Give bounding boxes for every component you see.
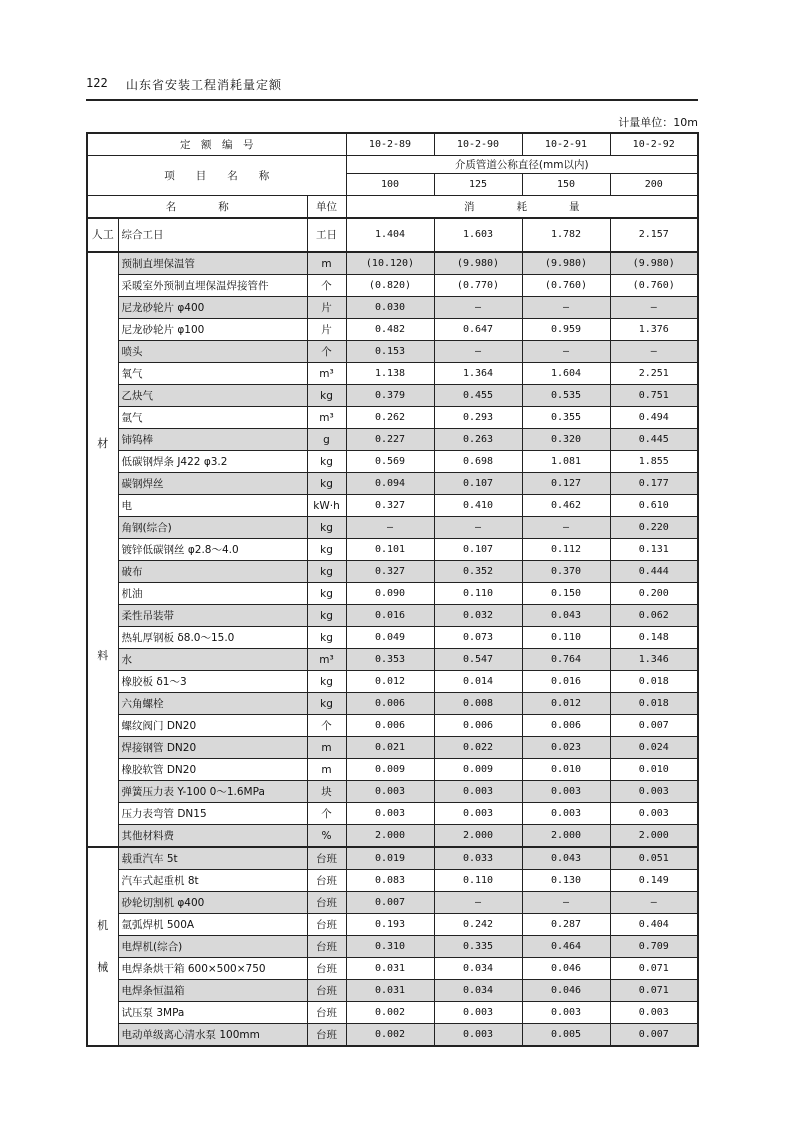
- item-name: 尼龙砂轮片 φ100: [118, 319, 307, 341]
- consumption-value: 0.002: [346, 1024, 434, 1047]
- item-unit: 台班: [307, 1002, 346, 1024]
- consumption-value: (0.820): [346, 275, 434, 297]
- item-unit: kg: [307, 627, 346, 649]
- item-unit: 个: [307, 715, 346, 737]
- consumption-value: 0.034: [434, 980, 522, 1002]
- consumption-value: 0.003: [610, 1002, 698, 1024]
- item-unit: 台班: [307, 892, 346, 914]
- consumption-value: 0.482: [346, 319, 434, 341]
- consumption-value: (0.760): [610, 275, 698, 297]
- item-unit: 工日: [307, 218, 346, 252]
- item-name: 水: [118, 649, 307, 671]
- table-row: [87, 495, 698, 517]
- item-unit: 个: [307, 341, 346, 363]
- unit-note: 计量单位：10m: [618, 116, 698, 129]
- item-name: 喷头: [118, 341, 307, 363]
- diameter-caption-row: [87, 156, 698, 174]
- consumption-value: 0.007: [346, 892, 434, 914]
- item-name: 电焊条恒温箱: [118, 980, 307, 1002]
- consumption-value: 0.003: [434, 781, 522, 803]
- item-unit: kW·h: [307, 495, 346, 517]
- item-unit: kg: [307, 473, 346, 495]
- quota-code: 10-2-89: [346, 133, 434, 156]
- table-row: [87, 980, 698, 1002]
- consumption-value: 1.346: [610, 649, 698, 671]
- consumption-value: 0.019: [346, 847, 434, 870]
- consumption-value: 0.293: [434, 407, 522, 429]
- consumption-value: 0.355: [522, 407, 610, 429]
- consumption-value: (9.980): [434, 252, 522, 275]
- category-char: 人工: [91, 228, 114, 241]
- consumption-value: 2.251: [610, 363, 698, 385]
- table-row: [87, 583, 698, 605]
- item-name: 电动单级离心清水泵 100mm: [118, 1024, 307, 1047]
- item-unit: m³: [307, 649, 346, 671]
- consumption-value: —: [610, 297, 698, 319]
- consumption-value: 0.083: [346, 870, 434, 892]
- consumption-value: 0.010: [522, 759, 610, 781]
- table-row: [87, 914, 698, 936]
- consumption-value: 0.352: [434, 561, 522, 583]
- item-unit: 台班: [307, 870, 346, 892]
- item-name: 角钢(综合): [118, 517, 307, 539]
- item-unit: 台班: [307, 914, 346, 936]
- table-row: [87, 341, 698, 363]
- consumption-value: 1.855: [610, 451, 698, 473]
- item-name: 氩弧焊机 500A: [118, 914, 307, 936]
- table-row: [87, 759, 698, 781]
- consumption-value: 0.101: [346, 539, 434, 561]
- consumption-value: —: [522, 517, 610, 539]
- table-row: [87, 781, 698, 803]
- table-row: [87, 1002, 698, 1024]
- page-header: [86, 70, 696, 100]
- consumption-value: 1.603: [434, 218, 522, 252]
- item-name: 氧气: [118, 363, 307, 385]
- consumption-value: 0.006: [346, 715, 434, 737]
- consumption-value: 0.220: [610, 517, 698, 539]
- consumption-value: 0.709: [610, 936, 698, 958]
- item-name: 镀锌低碳钢丝 φ2.8～4.0: [118, 539, 307, 561]
- table-row: [87, 693, 698, 715]
- item-unit: 台班: [307, 980, 346, 1002]
- item-name: 破布: [118, 561, 307, 583]
- table-row: [87, 429, 698, 451]
- category-char: 料: [97, 648, 109, 662]
- consumption-value: 0.698: [434, 451, 522, 473]
- table-row: [87, 892, 698, 914]
- item-name: 橡胶软管 DN20: [118, 759, 307, 781]
- consumption-value: 0.034: [434, 958, 522, 980]
- item-name: 电焊条烘干箱 600×500×750: [118, 958, 307, 980]
- consumption-value: 0.193: [346, 914, 434, 936]
- table-row: [87, 671, 698, 693]
- item-name: 螺纹阀门 DN20: [118, 715, 307, 737]
- consumption-value: 0.110: [522, 627, 610, 649]
- consumption-value: 0.046: [522, 980, 610, 1002]
- consumption-value: 0.003: [434, 1002, 522, 1024]
- consumption-value: 0.003: [610, 803, 698, 825]
- diameter-value: 100: [346, 174, 434, 196]
- item-unit: kg: [307, 671, 346, 693]
- table-row: [87, 649, 698, 671]
- consumption-value: 0.022: [434, 737, 522, 759]
- item-unit: m³: [307, 363, 346, 385]
- column-header-row: [87, 196, 698, 219]
- item-unit: 台班: [307, 958, 346, 980]
- consumption-value: 0.444: [610, 561, 698, 583]
- consumption-value: 0.003: [346, 803, 434, 825]
- consumption-value: 0.002: [346, 1002, 434, 1024]
- consumption-value: 0.547: [434, 649, 522, 671]
- table-row: [87, 627, 698, 649]
- consumption-value: 0.006: [434, 715, 522, 737]
- item-name: 电焊机(综合): [118, 936, 307, 958]
- consumption-value: 2.157: [610, 218, 698, 252]
- consumption-value: 1.081: [522, 451, 610, 473]
- item-unit: kg: [307, 561, 346, 583]
- item-name: 柔性吊装带: [118, 605, 307, 627]
- consumption-value: 0.320: [522, 429, 610, 451]
- consumption-value: 0.071: [610, 980, 698, 1002]
- consumption-value: —: [522, 341, 610, 363]
- consumption-value: 0.455: [434, 385, 522, 407]
- consumption-value: 0.764: [522, 649, 610, 671]
- consumption-value: 0.003: [434, 803, 522, 825]
- consumption-value: 0.310: [346, 936, 434, 958]
- table-row: [87, 517, 698, 539]
- item-name: 六角螺栓: [118, 693, 307, 715]
- page-number: 122: [86, 76, 108, 90]
- diameter-caption: 介质管道公称直径(mm以内): [346, 156, 698, 174]
- item-name: 热轧厚钢板 δ8.0～15.0: [118, 627, 307, 649]
- consumption-value: 0.010: [610, 759, 698, 781]
- item-unit: kg: [307, 517, 346, 539]
- consumption-value: 0.003: [434, 1024, 522, 1047]
- table-row: [87, 847, 698, 870]
- column-header-unit: 单位: [307, 196, 346, 219]
- consumption-value: 0.024: [610, 737, 698, 759]
- consumption-value: —: [610, 892, 698, 914]
- consumption-value: 0.112: [522, 539, 610, 561]
- consumption-value: 0.370: [522, 561, 610, 583]
- consumption-value: 0.610: [610, 495, 698, 517]
- consumption-value: 0.018: [610, 671, 698, 693]
- consumption-value: 2.000: [610, 825, 698, 848]
- consumption-value: 0.153: [346, 341, 434, 363]
- consumption-value: 0.007: [610, 1024, 698, 1047]
- table-row: [87, 252, 698, 275]
- consumption-value: 0.462: [522, 495, 610, 517]
- table-row: [87, 825, 698, 848]
- item-name: 其他材料费: [118, 825, 307, 848]
- consumption-value: 0.003: [522, 803, 610, 825]
- consumption-value: —: [522, 297, 610, 319]
- table-row: [87, 275, 698, 297]
- table-row: [87, 407, 698, 429]
- diameter-value: 150: [522, 174, 610, 196]
- consumption-value: 0.647: [434, 319, 522, 341]
- consumption-value: 1.138: [346, 363, 434, 385]
- item-unit: 个: [307, 275, 346, 297]
- consumption-value: 0.090: [346, 583, 434, 605]
- consumption-value: 0.535: [522, 385, 610, 407]
- item-unit: m³: [307, 407, 346, 429]
- table-row: [87, 1024, 698, 1047]
- item-unit: kg: [307, 539, 346, 561]
- consumption-value: 0.464: [522, 936, 610, 958]
- consumption-value: (0.770): [434, 275, 522, 297]
- quota-code: 10-2-91: [522, 133, 610, 156]
- consumption-value: —: [434, 297, 522, 319]
- consumption-value: —: [434, 341, 522, 363]
- consumption-value: 0.003: [522, 1002, 610, 1024]
- consumption-value: 0.049: [346, 627, 434, 649]
- consumption-value: 0.005: [522, 1024, 610, 1047]
- consumption-value: 0.031: [346, 980, 434, 1002]
- consumption-value: 1.376: [610, 319, 698, 341]
- item-name: 氩气: [118, 407, 307, 429]
- consumption-value: 0.023: [522, 737, 610, 759]
- consumption-value: 0.569: [346, 451, 434, 473]
- item-name: 低碳钢焊条 J422 φ3.2: [118, 451, 307, 473]
- item-name: 砂轮切割机 φ400: [118, 892, 307, 914]
- quota-code-label: 定 额 编 号: [87, 133, 346, 156]
- consumption-value: 0.327: [346, 561, 434, 583]
- consumption-value: 0.150: [522, 583, 610, 605]
- consumption-value: 0.003: [346, 781, 434, 803]
- item-unit: m: [307, 759, 346, 781]
- consumption-value: 0.012: [346, 671, 434, 693]
- table-row: [87, 715, 698, 737]
- item-unit: kg: [307, 583, 346, 605]
- table-row: [87, 319, 698, 341]
- item-unit: 片: [307, 319, 346, 341]
- consumption-value: 0.404: [610, 914, 698, 936]
- item-name: 汽车式起重机 8t: [118, 870, 307, 892]
- item-unit: 块: [307, 781, 346, 803]
- consumption-value: —: [610, 341, 698, 363]
- consumption-value: 0.030: [346, 297, 434, 319]
- column-header-consumption: 消 耗 量: [346, 196, 698, 219]
- consumption-value: 0.131: [610, 539, 698, 561]
- table-row: [87, 539, 698, 561]
- table-row: [87, 605, 698, 627]
- item-unit: 台班: [307, 1024, 346, 1047]
- consumption-value: 0.046: [522, 958, 610, 980]
- consumption-value: 0.006: [346, 693, 434, 715]
- consumption-value: 0.262: [346, 407, 434, 429]
- table-row: [87, 473, 698, 495]
- header-rule: [86, 99, 698, 101]
- consumption-value: 0.751: [610, 385, 698, 407]
- consumption-value: 0.445: [610, 429, 698, 451]
- consumption-value: 0.094: [346, 473, 434, 495]
- category-char: 机: [97, 918, 109, 932]
- consumption-value: 0.016: [346, 605, 434, 627]
- consumption-value: 0.051: [610, 847, 698, 870]
- table-row: [87, 385, 698, 407]
- item-name-label: 项 目 名 称: [87, 156, 346, 196]
- item-unit: %: [307, 825, 346, 848]
- item-name: 弹簧压力表 Y-100 0～1.6MPa: [118, 781, 307, 803]
- consumption-value: 0.009: [346, 759, 434, 781]
- consumption-value: (10.120): [346, 252, 434, 275]
- category-char: 材: [97, 436, 109, 450]
- consumption-value: 0.009: [434, 759, 522, 781]
- consumption-value: 1.364: [434, 363, 522, 385]
- consumption-value: 0.107: [434, 539, 522, 561]
- category-label: [87, 218, 118, 252]
- item-name: 铈钨棒: [118, 429, 307, 451]
- diameter-value: 125: [434, 174, 522, 196]
- consumption-value: 0.014: [434, 671, 522, 693]
- quota-code-row: [87, 133, 698, 156]
- consumption-value: 0.032: [434, 605, 522, 627]
- category-label: [87, 847, 118, 1046]
- consumption-value: 0.353: [346, 649, 434, 671]
- consumption-value: 0.006: [522, 715, 610, 737]
- quota-code: 10-2-92: [610, 133, 698, 156]
- consumption-value: 2.000: [346, 825, 434, 848]
- item-name: 电: [118, 495, 307, 517]
- item-unit: 台班: [307, 847, 346, 870]
- item-name: 乙炔气: [118, 385, 307, 407]
- table-row: [87, 451, 698, 473]
- table-row: [87, 363, 698, 385]
- consumption-value: 0.327: [346, 495, 434, 517]
- quota-table: [86, 132, 699, 1047]
- consumption-value: 0.263: [434, 429, 522, 451]
- consumption-value: 0.177: [610, 473, 698, 495]
- item-name: 试压泵 3MPa: [118, 1002, 307, 1024]
- consumption-value: 2.000: [434, 825, 522, 848]
- consumption-value: 0.043: [522, 847, 610, 870]
- item-name: 预制直埋保温管: [118, 252, 307, 275]
- consumption-value: 0.287: [522, 914, 610, 936]
- item-name: 载重汽车 5t: [118, 847, 307, 870]
- consumption-value: (9.980): [610, 252, 698, 275]
- consumption-value: 0.410: [434, 495, 522, 517]
- consumption-value: (0.760): [522, 275, 610, 297]
- consumption-value: 2.000: [522, 825, 610, 848]
- table-row: [87, 803, 698, 825]
- item-unit: kg: [307, 605, 346, 627]
- consumption-value: 0.110: [434, 583, 522, 605]
- consumption-value: 0.012: [522, 693, 610, 715]
- consumption-value: 0.062: [610, 605, 698, 627]
- consumption-value: 0.003: [522, 781, 610, 803]
- consumption-value: 0.335: [434, 936, 522, 958]
- consumption-value: 0.200: [610, 583, 698, 605]
- consumption-value: —: [346, 517, 434, 539]
- consumption-value: 0.033: [434, 847, 522, 870]
- quota-code: 10-2-90: [434, 133, 522, 156]
- consumption-value: 0.110: [434, 870, 522, 892]
- consumption-value: 0.073: [434, 627, 522, 649]
- table-row: [87, 561, 698, 583]
- item-unit: 台班: [307, 936, 346, 958]
- consumption-value: 0.071: [610, 958, 698, 980]
- consumption-value: 0.130: [522, 870, 610, 892]
- table-row: [87, 737, 698, 759]
- consumption-value: 0.008: [434, 693, 522, 715]
- consumption-value: 0.227: [346, 429, 434, 451]
- item-name: 橡胶板 δ1～3: [118, 671, 307, 693]
- item-name: 综合工日: [118, 218, 307, 252]
- consumption-value: 0.018: [610, 693, 698, 715]
- item-unit: kg: [307, 451, 346, 473]
- consumption-value: 0.148: [610, 627, 698, 649]
- item-name: 压力表弯管 DN15: [118, 803, 307, 825]
- consumption-value: 1.604: [522, 363, 610, 385]
- category-label: [87, 252, 118, 847]
- consumption-value: 0.021: [346, 737, 434, 759]
- consumption-value: 0.031: [346, 958, 434, 980]
- item-name: 机油: [118, 583, 307, 605]
- consumption-value: 0.379: [346, 385, 434, 407]
- table-row: [87, 218, 698, 252]
- diameter-value: 200: [610, 174, 698, 196]
- item-name: 碳钢焊丝: [118, 473, 307, 495]
- consumption-value: 0.127: [522, 473, 610, 495]
- book-title: 山东省安装工程消耗量定额: [126, 78, 283, 92]
- consumption-value: 0.149: [610, 870, 698, 892]
- table-row: [87, 936, 698, 958]
- table-row: [87, 958, 698, 980]
- item-unit: 个: [307, 803, 346, 825]
- consumption-value: 0.007: [610, 715, 698, 737]
- item-name: 焊接钢管 DN20: [118, 737, 307, 759]
- item-unit: m: [307, 737, 346, 759]
- column-header-name: 名 称: [87, 196, 307, 219]
- table-row: [87, 870, 698, 892]
- consumption-value: 0.043: [522, 605, 610, 627]
- item-unit: kg: [307, 385, 346, 407]
- consumption-value: —: [522, 892, 610, 914]
- consumption-value: 0.107: [434, 473, 522, 495]
- item-unit: m: [307, 252, 346, 275]
- item-unit: g: [307, 429, 346, 451]
- consumption-value: 1.782: [522, 218, 610, 252]
- item-unit: 片: [307, 297, 346, 319]
- consumption-value: 0.494: [610, 407, 698, 429]
- consumption-value: —: [434, 517, 522, 539]
- consumption-value: —: [434, 892, 522, 914]
- table-row: [87, 297, 698, 319]
- consumption-value: 0.016: [522, 671, 610, 693]
- consumption-value: (9.980): [522, 252, 610, 275]
- category-char: 械: [97, 960, 109, 974]
- consumption-value: 0.959: [522, 319, 610, 341]
- consumption-value: 0.242: [434, 914, 522, 936]
- item-unit: kg: [307, 693, 346, 715]
- item-name: 采暖室外预制直埋保温焊接管件: [118, 275, 307, 297]
- consumption-value: 0.003: [610, 781, 698, 803]
- item-name: 尼龙砂轮片 φ400: [118, 297, 307, 319]
- consumption-value: 1.404: [346, 218, 434, 252]
